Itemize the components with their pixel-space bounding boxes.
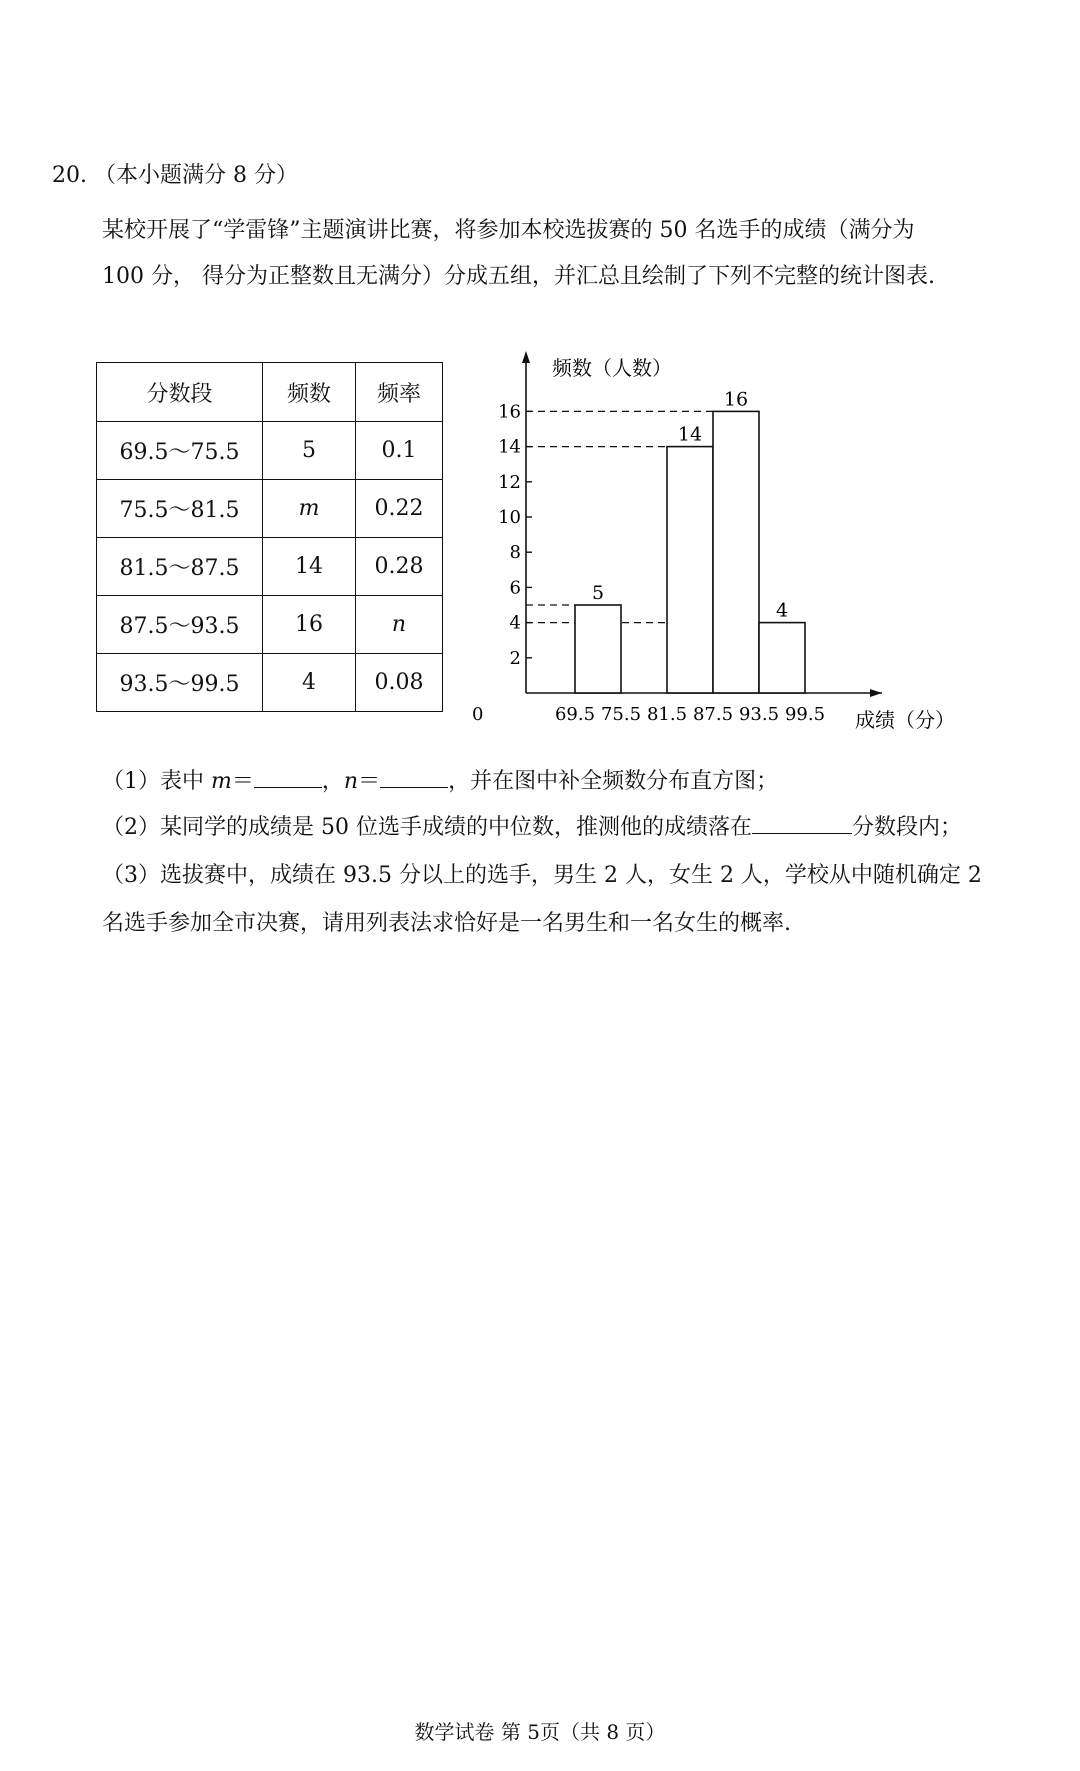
table-cell: n: [356, 596, 443, 654]
y-tick-label: 12: [498, 471, 521, 493]
q1-equals-2: ＝: [358, 769, 381, 794]
table-row: [97, 422, 443, 480]
table-cell: 69.5～75.5: [97, 422, 263, 480]
table-cell: 4: [263, 654, 356, 712]
bar-value-label: 4: [775, 599, 789, 622]
q1-suffix: ，并在图中补全频数分布直方图；: [448, 769, 779, 794]
y-axis-arrow: [522, 351, 530, 363]
q1-equals-1: ＝: [231, 769, 254, 794]
bar-value-label: 5: [591, 582, 605, 604]
x-tick-label: 75.5: [600, 704, 642, 725]
question-header: 20. （本小题满分 8 分）: [52, 163, 298, 188]
y-axis-label: 频数（人数）: [552, 356, 672, 380]
table-cell: m: [263, 480, 356, 538]
x-axis-arrow: [870, 689, 882, 697]
frequency-table: [96, 362, 443, 712]
x-tick-label: 69.5: [554, 704, 596, 725]
x-tick-label: 87.5: [692, 704, 734, 725]
y-tick-label: 8: [509, 542, 521, 564]
subquestion-2: [102, 810, 962, 841]
q1-m-variable: m: [211, 769, 232, 794]
question-intro-line2: 100 分， 得分为正整数且无满分）分成五组，并汇总且绘制了下列不完整的统计图表.: [102, 264, 935, 289]
subquestion-3-line1: （3）选拔赛中，成绩在 93.5 分以上的选手，男生 2 人，女生 2 人，学校从中随机确定 2: [102, 863, 982, 888]
subquestion-1: [102, 764, 778, 795]
table-cell: 0.28: [356, 538, 443, 596]
bar-value-label: 16: [723, 388, 749, 411]
table-cell: 16: [263, 596, 356, 654]
table-cell: 14: [263, 538, 356, 596]
histogram-bar: [667, 447, 713, 693]
y-tick-label: 10: [498, 507, 521, 528]
table-header: 分数段: [97, 363, 263, 422]
x-tick-label: 99.5: [784, 704, 826, 725]
page-footer: 数学试卷 第 5页（共 8 页）: [414, 1720, 666, 1744]
answer-blank-interval[interactable]: [752, 813, 852, 834]
q1-comma: ，: [321, 769, 344, 794]
table-cell: 81.5～87.5: [97, 538, 263, 596]
frequency-histogram: [472, 345, 970, 745]
subquestion-3-line2: 名选手参加全市决赛，请用列表法求恰好是一名男生和一名女生的概率.: [102, 911, 791, 936]
table-row: [97, 538, 443, 596]
q2-prefix: （2）某同学的成绩是 50 位选手成绩的中位数，推测他的成绩落在: [102, 815, 752, 840]
y-tick-label: 6: [509, 577, 521, 599]
table-cell: 0.08: [356, 654, 443, 712]
table-row: [97, 654, 443, 712]
y-tick-label: 4: [509, 612, 521, 634]
table-row: [97, 596, 443, 654]
y-tick-label: 2: [509, 647, 521, 669]
x-tick-label: 81.5: [646, 704, 688, 725]
table-header: 频数: [263, 363, 356, 422]
answer-blank-m[interactable]: [254, 767, 322, 788]
question-intro-line1: 某校开展了“学雷锋”主题演讲比赛，将参加本校选拔赛的 50 名选手的成绩（满分为: [102, 218, 915, 243]
origin-label: 0: [472, 704, 484, 725]
table-cell: 93.5～99.5: [97, 654, 263, 712]
table-header: 频率: [356, 363, 443, 422]
y-tick-label: 14: [498, 436, 521, 458]
table-cell: 0.1: [356, 422, 443, 480]
table-cell: 5: [263, 422, 356, 480]
histogram-bar: [759, 623, 805, 693]
table-row: [97, 480, 443, 538]
histogram-bar: [575, 605, 621, 693]
table-cell: 75.5～81.5: [97, 480, 263, 538]
answer-blank-n[interactable]: [380, 767, 448, 788]
q1-prefix: （1）表中: [102, 769, 211, 794]
y-tick-label: 16: [498, 401, 521, 423]
x-tick-label: 93.5: [738, 704, 780, 725]
q2-suffix: 分数段内；: [851, 815, 962, 840]
bar-value-label: 14: [677, 423, 703, 446]
histogram-bar: [713, 411, 759, 693]
q1-n-variable: n: [343, 769, 359, 794]
table-cell: 87.5～93.5: [97, 596, 263, 654]
table-header-row: [97, 363, 443, 422]
x-axis-label: 成绩（分）: [855, 708, 955, 732]
table-cell: 0.22: [356, 480, 443, 538]
